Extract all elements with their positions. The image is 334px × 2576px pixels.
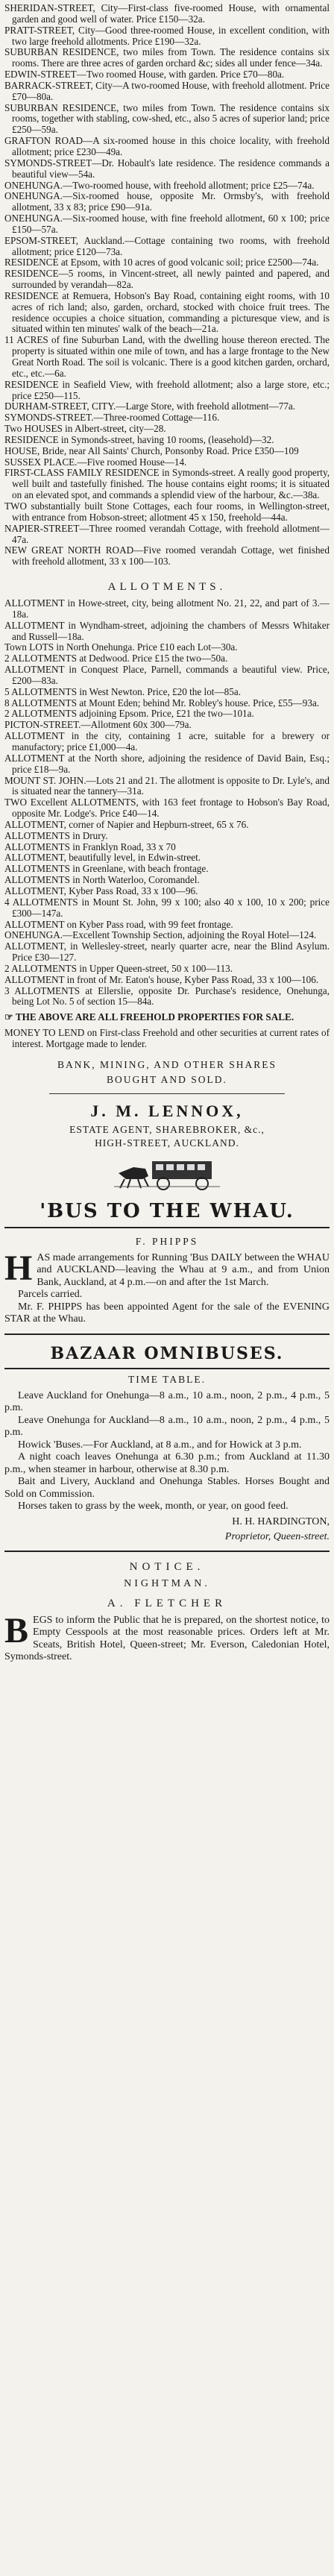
listing-item: SUSSEX PLACE.—Five roomed House—14. bbox=[4, 456, 187, 468]
divider bbox=[4, 1333, 330, 1335]
listing-item: BARRACK-STREET, City—A two-roomed House, with freehold allotment. Price £70—80a. bbox=[4, 79, 330, 102]
listing-item: ONEHUNGA.—Six-roomed house, opposite Mr. Ormsby's, with freehold allotment, 33 x 83; price £90—91a. bbox=[4, 190, 330, 213]
listing-item: SHERIDAN-STREET, City—First-class five-roomed House, with ornamental garden and good well of water. Price £150—32a. bbox=[4, 2, 330, 25]
dropcap-b: B bbox=[4, 1610, 29, 1650]
allotment-item: 2 ALLOTMENTS in Upper Queen-street, 50 x 100—113. bbox=[4, 962, 233, 974]
listing-item: SUBURBAN RESIDENCE, two miles from Town. The residence contains six rooms. There are three acres of garden orchard &c; sides all under fence—34a. bbox=[4, 46, 330, 69]
listing-item: SYMONDS-STREET—Dr. Hobault's late residence. The residence commands a beautiful view—54a. bbox=[4, 157, 330, 180]
allotment-item: ALLOTMENT, in Wellesley-street, nearly quarter acre, near the Blind Asylum. Price £30—127. bbox=[4, 940, 330, 964]
listing-item: EPSOM-STREET, Auckland.—Cottage containing two rooms, with freehold allotment; price £120—73a. bbox=[4, 234, 330, 257]
allotment-item: ALLOTMENT in the city, containing 1 acre, suitable for a brewery or manufactory; price £1,000—4a. bbox=[4, 730, 330, 753]
proprietor-title: Proprietor, Queen-street. bbox=[224, 1530, 330, 1542]
listing-item: NEW GREAT NORTH ROAD—Five roomed verandah Cottage, wet finished with freehold allotment, 33 x 100—103. bbox=[4, 544, 330, 568]
bus-headline: 'BUS TO THE WHAU. bbox=[40, 1199, 294, 1222]
timetable-line: Bait and Livery, Auckland and Onehunga Stables. Horses Bought and Sold on Commission. bbox=[4, 1476, 330, 1500]
allotment-item: ALLOTMENT at the North shore, adjoining the residence of David Bain, Esq.; price £18—9a. bbox=[4, 752, 330, 775]
listing-item: GRAFTON ROAD—A six-roomed house in this choice locality, with freehold allotment; price £230—49a. bbox=[4, 135, 330, 157]
allotment-item: 3 ALLOTMENTS at Ellerslie, opposite Dr. Purchase's residence, Onehunga, being Lot No. 5 of section 15—84a. bbox=[4, 984, 330, 1008]
listing-item: ONEHUNGA.—Six-roomed house, with fine freehold allotment, 60 x 100; price £150—57a. bbox=[4, 213, 330, 235]
listing-item: FIRST-CLASS FAMILY RESIDENCE in Symonds-street. A really good property, well built and tastefully finished. The house contains eight rooms; it is situated on an elevated spot, and commands a splendid view of the harbour, &c.—38a. bbox=[4, 467, 330, 501]
timetable-line: A night coach leaves Onehunga at 6.30 p.m.; from Auckland at 11.30 p.m., when steamer in harbour, otherwise at 8.30 p.m. bbox=[4, 1451, 330, 1475]
allotment-listings bbox=[4, 598, 330, 1008]
fletcher-name: A. FLETCHER bbox=[107, 1597, 227, 1609]
listing-item: DURHAM-STREET, CITY.—Large Store, with freehold allotment—77a. bbox=[4, 400, 296, 412]
property-listings bbox=[4, 3, 330, 568]
timetable-line: Howick 'Buses.—For Auckland, at 8 a.m., and for Howick at 3 p.m. bbox=[18, 1439, 302, 1451]
allotment-item: ALLOTMENT on Kyber Pass road, with 99 feet frontage. bbox=[4, 918, 233, 930]
allotment-item: ALLOTMENTS in Franklyn Road, 33 x 70 bbox=[4, 841, 176, 852]
listing-item: EDWIN-STREET—Two roomed House, with garden. Price £70—80a. bbox=[4, 69, 285, 81]
allotment-item: ALLOTMENT in Wyndham-street, adjoining the chambers of Messrs Whitaker and Russell—18a. bbox=[4, 619, 330, 642]
money-notice: MONEY TO LEND on First-class Freehold and other securities at current rates of interest. Mortgage made to lender. bbox=[4, 1027, 330, 1049]
listing-item: RESIDENCE—5 rooms, in Vincent-street, all newly painted and papered, and surrounded by verandah—82a. bbox=[4, 268, 330, 291]
listing-item: ONEHUNGA.—Two-roomed house, with freehold allotment; price £25—74a. bbox=[4, 179, 315, 191]
allotment-item: Town LOTS in North Onehunga. Price £10 each Lot—30a. bbox=[4, 641, 238, 653]
listing-item: RESIDENCE in Seafield View, with freehold allotment; also a large store, etc.; price £250—115. bbox=[4, 378, 330, 401]
divider bbox=[4, 1368, 330, 1369]
allotment-item: ALLOTMENT, beautifully level, in Edwin-street. bbox=[4, 852, 201, 864]
divider bbox=[49, 1093, 285, 1094]
horse-omnibus-icon bbox=[111, 1157, 223, 1191]
timetable-line: Leave Auckland for Onehunga—8 a.m., 10 a.m., noon, 2 p.m., 4 p.m., 5 p.m. bbox=[4, 1389, 330, 1414]
allotment-item: TWO Excellent ALLOTMENTS, with 163 feet frontage to Hobson's Bay Road, opposite Mr. Lodge's. Price £40—14. bbox=[4, 797, 330, 820]
timetable-line: Leave Onehunga for Auckland—8 a.m., 10 a.m., noon, 2 p.m., 4 p.m., 5 p.m. bbox=[4, 1414, 330, 1439]
listing-item: TWO substantially built Stone Cottages, each four rooms, in Wellington-street, with entrance from Hobson-street; allotment 45 x 150, freehold—44a. bbox=[4, 500, 330, 523]
listing-item: SYMONDS-STREET.—Three-roomed Cottage—116. bbox=[4, 412, 220, 424]
listing-item: SUBURBAN RESIDENCE, two miles from Town. The residence contains six rooms, together with stabling, cow-shed, etc., also 5 acres of superior land; price £250—59a. bbox=[4, 101, 330, 136]
parcels-line: Parcels carried. bbox=[18, 1289, 83, 1301]
allotment-item: 8 ALLOTMENTS at Mount Eden; behind Mr. Robley's house. Price, £55—93a. bbox=[4, 697, 320, 709]
timetable-line: Horses taken to grass by the week, month, or year, on good feed. bbox=[18, 1501, 289, 1512]
listing-item: RESIDENCE in Symonds-street, having 10 rooms, (leasehold)—32. bbox=[4, 433, 274, 445]
listing-item: HOUSE, Bride, near All Saints' Church, Ponsonby Road. Price £350—109 bbox=[4, 444, 299, 456]
agent-note: Mr. F. PHIPPS has been appointed Agent for the sale of the EVENING STAR at the Whau. bbox=[4, 1301, 330, 1325]
allotment-item: ALLOTMENTS in Greenlane, with beach frontage. bbox=[4, 863, 209, 875]
timetable-label: TIME TABLE. bbox=[128, 1373, 206, 1385]
listing-item: PRATT-STREET, City—Good three-roomed House, in excellent condition, with two large freehold allotments. Price £190—32a. bbox=[4, 24, 330, 47]
listing-item: Two HOUSES in Albert-street, city—28. bbox=[4, 423, 166, 435]
agent-name: J. M. LENNOX, bbox=[90, 1101, 244, 1120]
listing-item: NAPIER-STREET—Three roomed verandah Cottage, with freehold allotment—47a. bbox=[4, 522, 330, 545]
notice-title: NOTICE. bbox=[129, 1560, 205, 1573]
allotment-item: ALLOTMENTS in North Waterloo, Coromandel. bbox=[4, 874, 200, 886]
phipps-paragraph: HAS made arrangements for Running 'Bus DAILY between the WHAU and AUCKLAND—leaving the Whau at 9 a.m., and from Union Bank, Auckland, at 4 p.m.—on and after the 1st March. bbox=[4, 1248, 330, 1288]
allotment-item: ALLOTMENTS in Drury. bbox=[4, 829, 108, 841]
bazaar-timetable bbox=[4, 1390, 330, 1513]
allotment-item: 5 ALLOTMENTS in West Newton. Price, £20 the lot—85a. bbox=[4, 685, 241, 697]
freehold-notice: ☞ THE ABOVE ARE ALL FREEHOLD PROPERTIES FOR SALE. bbox=[4, 1011, 294, 1023]
allotment-item: ONEHUNGA.—Excellent Township Section, adjoining the Royal Hotel—124. bbox=[4, 929, 317, 941]
proprietor-name: H. H. HARDINGTON, bbox=[232, 1515, 330, 1527]
allotment-item: 2 ALLOTMENTS adjoining Epsom. Price, £21 the two—101a. bbox=[4, 708, 254, 720]
allotment-item: 2 ALLOTMENTS at Dedwood. Price £15 the two—50a. bbox=[4, 653, 228, 665]
bazaar-headline: BAZAAR OMNIBUSES. bbox=[50, 1343, 284, 1363]
allotment-item: ALLOTMENT, Kyber Pass Road, 33 x 100—96. bbox=[4, 885, 198, 896]
listing-item: 11 ACRES of fine Suburban Land, with the dwelling house thereon erected. The property is situated within one mile of town, and has a large frontage to the New Great North Road. The soil is volcanic. There is a good kitchen garden, orchard, etc., etc.—6a. bbox=[4, 334, 330, 379]
allotments-heading: ALLOTMENTS. bbox=[107, 581, 227, 594]
listing-item: RESIDENCE at Epsom, with 10 acres of good volcanic soil; price £2500—74a. bbox=[4, 257, 319, 268]
bank-shares-line: BANK, MINING, AND OTHER SHARES bbox=[57, 1058, 277, 1070]
allotment-item: ALLOTMENT, corner of Napier and Hepburn-street, 65 x 76. bbox=[4, 818, 249, 830]
allotment-item: ALLOTMENT in Conquest Place, Parnell, commands a beautiful view. Price, £200—83a. bbox=[4, 664, 330, 686]
nightman-title: NIGHTMAN. bbox=[124, 1577, 210, 1589]
allotment-item: MOUNT ST. JOHN.—Lots 21 and 21. The allotment is opposite to Dr. Lyle's, and is situated near the tannery—31a. bbox=[4, 774, 330, 797]
agent-address: HIGH-STREET, AUCKLAND. bbox=[95, 1137, 239, 1149]
bought-sold-line: BOUGHT AND SOLD. bbox=[107, 1073, 227, 1085]
allotment-item: ALLOTMENT in front of Mr. Eaton's house, Kyber Pass Road, 33 x 100—106. bbox=[4, 973, 319, 985]
allotment-item: PICTON-STREET.—Allotment 60x 300—79a. bbox=[4, 719, 192, 731]
dropcap-h: H bbox=[4, 1248, 33, 1288]
divider bbox=[4, 1551, 330, 1552]
fletcher-paragraph: BEGS to inform the Public that he is prepared, on the shortest notice, to Empty Cesspools at the most reasonable prices. Orders left at Mr. Sceats, British Hotel, Queen-street; Mr. Everson, Caledonian Hotel, Symonds-street. bbox=[4, 1610, 330, 1663]
divider bbox=[4, 1227, 330, 1228]
allotment-item: ALLOTMENT in Howe-street, city, being allotment No. 21, 22, and part of 3.—18a. bbox=[4, 597, 330, 620]
allotment-item: 4 ALLOTMENTS in Mount St. John, 99 x 100; also 40 x 100, 10 x 200; price £300—147a. bbox=[4, 896, 330, 919]
phipps-name: F. PHIPPS bbox=[135, 1235, 199, 1247]
agent-title: ESTATE AGENT, SHAREBROKER, &c., bbox=[69, 1123, 265, 1135]
listing-item: RESIDENCE at Remuera, Hobson's Bay Road, containing eight rooms, with 10 acres of rich land; also, garden, orchard, stocked with choice fruit trees. The residence occupies a choice situation, commanding a picturesque view, and is situated within ten minutes' walk of the beach—21a. bbox=[4, 289, 330, 335]
